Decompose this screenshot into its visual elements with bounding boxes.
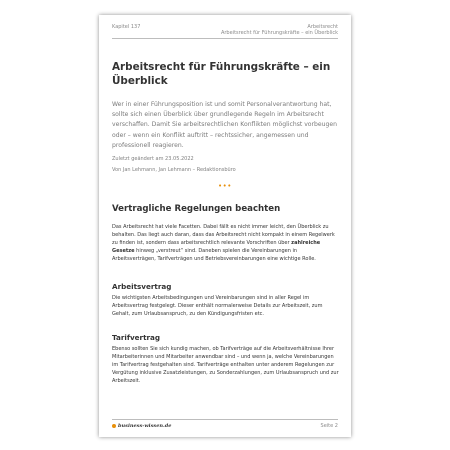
subheading-tarifvertrag: Tarifvertrag [112, 333, 161, 342]
document-page [99, 15, 351, 437]
page-number: Seite 2 [320, 423, 338, 429]
footer-divider [112, 419, 338, 420]
header-divider [112, 38, 338, 39]
logo-text: business-wissen.de [118, 423, 172, 429]
paragraph-text-start: Das Arbeitsrecht hat viele Facetten. Dabei fällt es nicht immer leicht, den Überblick zu behalten. Das liegt auch daran, dass das Arbeitsrecht nicht kompakt in einem Regelwerk zu finden ist, sondern dass arbeitsrechtlich relevante Vorschriften über [112, 224, 335, 247]
logo-dot-icon [112, 424, 116, 428]
last-updated: Zuletzt geändert am 23.05.2022 [112, 156, 194, 162]
bold-phrase: zahlreiche Gesetze [112, 240, 321, 255]
paragraph-text-end: hinweg „verstreut“ sind. Daneben spielen die Vereinbarungen in Arbeitsverträgen, Tarifverträgen und Betriebsvereinbarungen eine wichtige Rolle. [112, 248, 316, 263]
tarifvertrag-paragraph: Ebenso sollten Sie sich kundig machen, ob Tarifverträge auf die Arbeitsverhältnisse Ihrer Mitarbeiterinnen und Mitarbeiter anwendbar sind – und wenn ja, welche Vereinbarungen im Tarifvertrag festgehalten sind. Tarifverträge enthalten unter anderem Regelungen zur Vergütung inklusive Zusatzleistungen, zu Sonderzahlungen, zum Urlaubsanspruch und zur Arbeitszeit. [112, 346, 339, 385]
footer-logo[interactable] [112, 423, 171, 429]
article-title: Arbeitsrecht für Führungskräfte – ein Überblick [112, 61, 331, 87]
article-intro: Wer in einer Führungsposition ist und somit Personalverantwortung hat, sollte sich einen Überblick über grundlegende Regeln im Arbeitsrecht verschaffen. Damit Sie arbeitsrechtlichen Konflikten möglichst vorbeugen oder – wenn ein Konflikt auftritt – rechtssicher, angemessen und professionell reagieren. [112, 101, 337, 149]
section-paragraph [112, 223, 340, 263]
arbeitsvertrag-paragraph: Die wichtigsten Arbeitsbedingungen und Vereinbarungen sind in aller Regel im Arbeitsvertrag festgelegt. Dieser enthält normalerweise Details zur Arbeitszeit, zum Gehalt, zum Urlaubsanspruch, zu den Kündigungsfristen etc. [112, 295, 323, 318]
subsection-label: Arbeitsrecht für Führungskräfte – ein Überblick [220, 30, 338, 36]
section-label: Arbeitsrecht [307, 24, 338, 30]
author-line: Von Jan Lehmann, Jan Lehmann – Redaktionsbüro [112, 167, 236, 173]
chapter-label: Kapitel 137 [112, 24, 141, 30]
separator-dots: ••• [218, 182, 232, 190]
subheading-arbeitsvertrag: Arbeitsvertrag [112, 282, 172, 291]
running-header [221, 24, 338, 36]
section-heading: Vertragliche Regelungen beachten [112, 204, 281, 214]
